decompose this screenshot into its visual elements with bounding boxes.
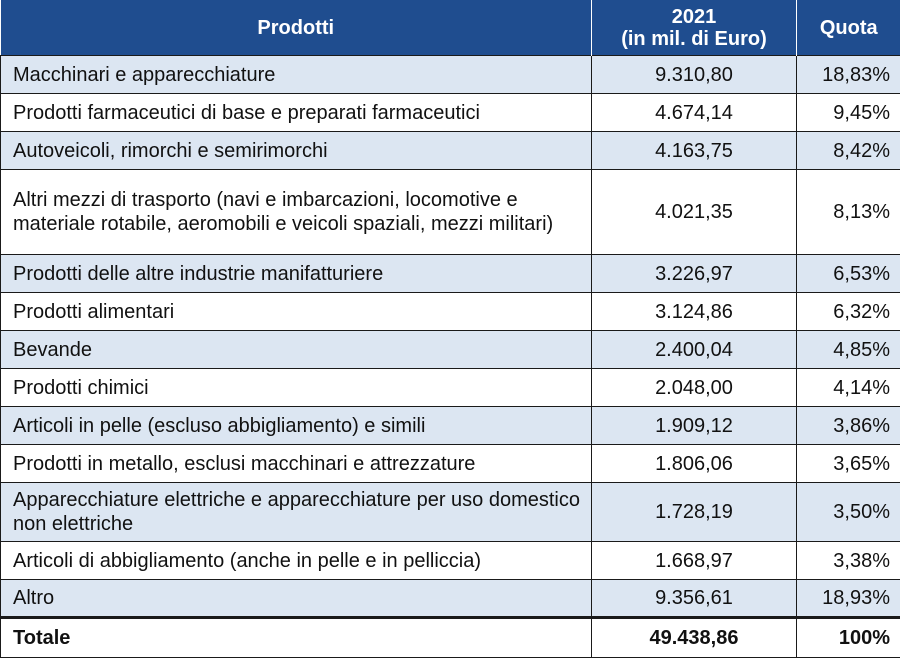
row-share: 3,38% xyxy=(797,542,900,580)
table-row xyxy=(1,542,900,580)
row-product: Prodotti alimentari xyxy=(1,293,592,331)
table-row xyxy=(1,407,900,445)
row-share: 3,50% xyxy=(797,483,900,542)
row-share: 6,53% xyxy=(797,255,900,293)
row-share: 3,65% xyxy=(797,445,900,483)
total-label: Totale xyxy=(1,618,592,658)
table-row xyxy=(1,255,900,293)
row-share: 9,45% xyxy=(797,94,900,132)
table-row xyxy=(1,56,900,94)
row-share: 3,86% xyxy=(797,407,900,445)
row-value: 4.163,75 xyxy=(592,132,797,170)
row-product: Altri mezzi di trasporto (navi e imbarcazioni, locomotive e materiale rotabile, aeromobili e veicoli spaziali, mezzi militari) xyxy=(1,170,592,255)
row-share: 4,14% xyxy=(797,369,900,407)
table-row xyxy=(1,293,900,331)
row-value: 1.806,06 xyxy=(592,445,797,483)
row-product: Altro xyxy=(1,580,592,618)
row-share: 18,93% xyxy=(797,580,900,618)
row-product: Articoli di abbigliamento (anche in pelle e in pelliccia) xyxy=(1,542,592,580)
row-value: 9.356,61 xyxy=(592,580,797,618)
row-value: 3.226,97 xyxy=(592,255,797,293)
row-product: Apparecchiature elettriche e apparecchiature per uso domestico non elettriche xyxy=(1,483,592,542)
header-value-unit: (in mil. di Euro) xyxy=(621,28,767,50)
total-row xyxy=(1,618,900,658)
row-share: 18,83% xyxy=(797,56,900,94)
row-product: Prodotti farmaceutici di base e preparati farmaceutici xyxy=(1,94,592,132)
row-share: 4,85% xyxy=(797,331,900,369)
row-share: 8,13% xyxy=(797,170,900,255)
row-value: 9.310,80 xyxy=(592,56,797,94)
header-product: Prodotti xyxy=(1,0,592,56)
header-value-year: 2021 xyxy=(672,6,717,28)
header-row xyxy=(1,0,900,56)
table-row xyxy=(1,94,900,132)
row-product: Articoli in pelle (escluso abbigliamento) e simili xyxy=(1,407,592,445)
row-value: 4.021,35 xyxy=(592,170,797,255)
row-share: 6,32% xyxy=(797,293,900,331)
row-value: 4.674,14 xyxy=(592,94,797,132)
table-row xyxy=(1,445,900,483)
table-row xyxy=(1,369,900,407)
row-value: 2.048,00 xyxy=(592,369,797,407)
table-row xyxy=(1,170,900,255)
row-product: Autoveicoli, rimorchi e semirimorchi xyxy=(1,132,592,170)
table-row xyxy=(1,483,900,542)
row-product: Prodotti chimici xyxy=(1,369,592,407)
row-value: 2.400,04 xyxy=(592,331,797,369)
table-row xyxy=(1,580,900,618)
header-share: Quota xyxy=(797,0,900,56)
total-value: 49.438,86 xyxy=(592,618,797,658)
total-share: 100% xyxy=(797,618,900,658)
row-value: 1.728,19 xyxy=(592,483,797,542)
row-value: 1.668,97 xyxy=(592,542,797,580)
row-product: Prodotti in metallo, esclusi macchinari e attrezzature xyxy=(1,445,592,483)
table-row xyxy=(1,132,900,170)
row-value: 3.124,86 xyxy=(592,293,797,331)
row-product: Macchinari e apparecchiature xyxy=(1,56,592,94)
table-row xyxy=(1,331,900,369)
row-value: 1.909,12 xyxy=(592,407,797,445)
row-share: 8,42% xyxy=(797,132,900,170)
row-product: Prodotti delle altre industrie manifatturiere xyxy=(1,255,592,293)
header-value xyxy=(592,0,797,56)
row-product: Bevande xyxy=(1,331,592,369)
